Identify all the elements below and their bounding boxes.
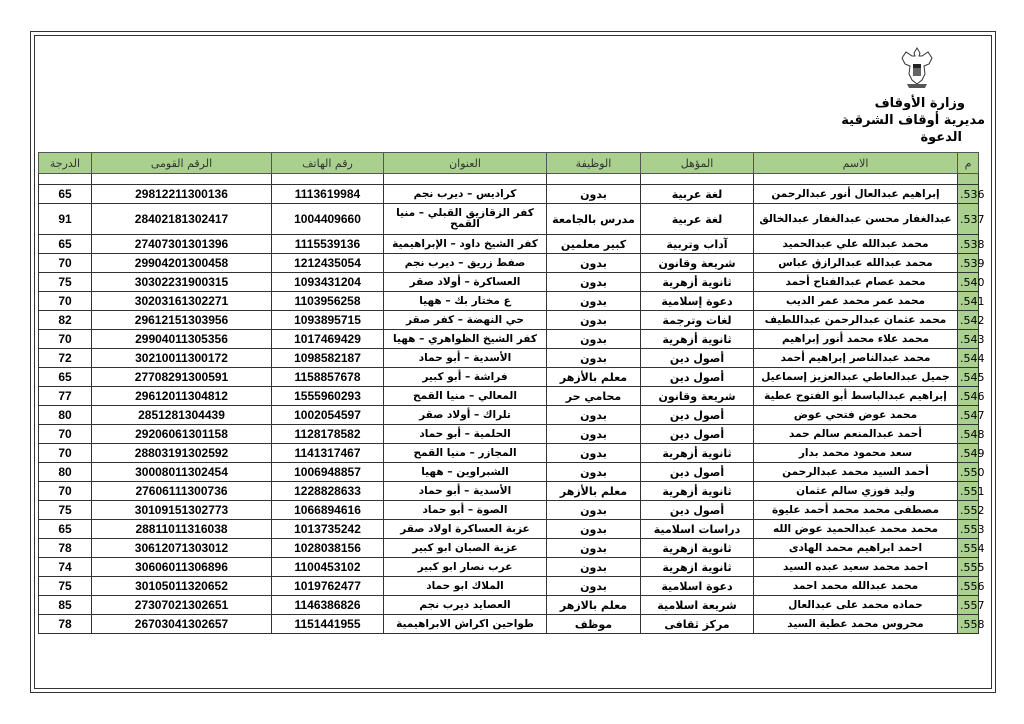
row-phone: 1103956258 xyxy=(272,292,384,311)
row-name: احمد محمد سعيد عبده السيد xyxy=(754,558,958,577)
row-index: .539 xyxy=(958,254,979,273)
row-national-id: 29904011305356 xyxy=(92,330,272,349)
row-phone: 1228828633 xyxy=(272,482,384,501)
table-row xyxy=(39,204,979,235)
row-grade: 70 xyxy=(39,425,92,444)
col-header-job: الوظيفة xyxy=(547,153,641,174)
row-index: .550 xyxy=(958,463,979,482)
table-row xyxy=(39,425,979,444)
row-grade: 70 xyxy=(39,292,92,311)
row-index: .540 xyxy=(958,273,979,292)
row-qualification: أصول دين xyxy=(641,349,754,368)
table-row xyxy=(39,254,979,273)
row-job: محامي حر xyxy=(547,387,641,406)
row-address: كفر الشيخ الظواهري – ههيا xyxy=(384,330,547,349)
row-qualification: ثانوية أزهرية xyxy=(641,330,754,349)
row-name: محمد عبدالناصر إبراهيم أحمد xyxy=(754,349,958,368)
row-job: بدون xyxy=(547,501,641,520)
row-grade: 75 xyxy=(39,577,92,596)
row-grade: 65 xyxy=(39,185,92,204)
row-name: محمد علاء محمد أنور إبراهيم xyxy=(754,330,958,349)
row-qualification: دعوة اسلامية xyxy=(641,577,754,596)
row-phone: 1113619984 xyxy=(272,185,384,204)
row-job: معلم بالأزهر xyxy=(547,368,641,387)
row-job: بدون xyxy=(547,406,641,425)
row-phone: 1093895715 xyxy=(272,311,384,330)
row-name: مصطفى محمد محمد أحمد عليوة xyxy=(754,501,958,520)
row-index: .555 xyxy=(958,558,979,577)
row-job: بدون xyxy=(547,273,641,292)
col-header-national-id: الرقم القومى xyxy=(92,153,272,174)
row-address: صفط زريق – ديرب نجم xyxy=(384,254,547,273)
row-address: طواحين اكراش الابراهيمية xyxy=(384,615,547,634)
row-index: .554 xyxy=(958,539,979,558)
row-job: بدون xyxy=(547,558,641,577)
col-header-index: م xyxy=(958,153,979,174)
table-row xyxy=(39,273,979,292)
row-phone: 1019762477 xyxy=(272,577,384,596)
row-name: محمد عصام عبدالفتاح أحمد xyxy=(754,273,958,292)
table-row xyxy=(39,615,979,634)
row-phone: 1006948857 xyxy=(272,463,384,482)
table-row xyxy=(39,463,979,482)
row-index: .546 xyxy=(958,387,979,406)
row-national-id: 30210011300172 xyxy=(92,349,272,368)
row-name: أحمد عبدالمنعم سالم حمد xyxy=(754,425,958,444)
row-national-id: 2851281304439 xyxy=(92,406,272,425)
row-address: عزبة الصبان ابو كبير xyxy=(384,539,547,558)
row-address: العساكرة – أولاد صقر xyxy=(384,273,547,292)
row-grade: 82 xyxy=(39,311,92,330)
row-address: كراديس – ديرب نجم xyxy=(384,185,547,204)
row-qualification: ثانوية أزهرية xyxy=(641,482,754,501)
col-header-name: الاسم xyxy=(754,153,958,174)
row-phone: 1212435054 xyxy=(272,254,384,273)
row-national-id: 29612011304812 xyxy=(92,387,272,406)
row-job: بدون xyxy=(547,349,641,368)
eagle-emblem-icon xyxy=(898,44,936,90)
row-job: مدرس بالجامعة xyxy=(547,204,641,235)
row-name: محمد عبدالله علي عبدالحميد xyxy=(754,235,958,254)
row-address: العصايد ديرب نجم xyxy=(384,596,547,615)
row-name: أحمد السيد محمد عبدالرحمن xyxy=(754,463,958,482)
row-index: .551 xyxy=(958,482,979,501)
row-job: معلم بالأزهر xyxy=(547,482,641,501)
row-index: .552 xyxy=(958,501,979,520)
table-row xyxy=(39,539,979,558)
row-phone: 1128178582 xyxy=(272,425,384,444)
table-row xyxy=(39,482,979,501)
row-grade: 70 xyxy=(39,444,92,463)
row-index: .541 xyxy=(958,292,979,311)
row-phone: 1002054597 xyxy=(272,406,384,425)
row-qualification: دعوة إسلامية xyxy=(641,292,754,311)
row-qualification: لغة عربية xyxy=(641,204,754,235)
row-name: محمد عمر محمد عمر الديب xyxy=(754,292,958,311)
row-phone: 1146386826 xyxy=(272,596,384,615)
row-phone: 1066894616 xyxy=(272,501,384,520)
row-national-id: 27708291300591 xyxy=(92,368,272,387)
row-national-id: 28803191302592 xyxy=(92,444,272,463)
row-name: وليد فوزي سالم عثمان xyxy=(754,482,958,501)
row-national-id: 28402181302417 xyxy=(92,204,272,235)
row-address: تلراك – أولاد صقر xyxy=(384,406,547,425)
row-index: .556 xyxy=(958,577,979,596)
row-name: احمد ابراهيم محمد الهادى xyxy=(754,539,958,558)
row-phone: 1141317467 xyxy=(272,444,384,463)
row-phone: 1100453102 xyxy=(272,558,384,577)
row-national-id: 27407301301396 xyxy=(92,235,272,254)
row-grade: 80 xyxy=(39,463,92,482)
row-job: بدون xyxy=(547,292,641,311)
row-grade: 80 xyxy=(39,406,92,425)
row-index: .553 xyxy=(958,520,979,539)
directorate-title: مديرية أوقاف الشرقية xyxy=(841,113,985,128)
row-address: الحلمية – أبو حماد xyxy=(384,425,547,444)
row-national-id: 27606111300736 xyxy=(92,482,272,501)
table-row xyxy=(39,185,979,204)
table-row xyxy=(39,349,979,368)
row-job: بدون xyxy=(547,520,641,539)
row-national-id: 30105011320652 xyxy=(92,577,272,596)
row-address: عزبة العساكرة اولاد صقر xyxy=(384,520,547,539)
row-name: جميل عبدالعاطي عبدالعزيز إسماعيل xyxy=(754,368,958,387)
row-name: محمد عثمان عبدالرحمن عبداللطيف xyxy=(754,311,958,330)
row-phone: 1028038156 xyxy=(272,539,384,558)
row-grade: 70 xyxy=(39,482,92,501)
row-grade: 65 xyxy=(39,368,92,387)
row-phone: 1013735242 xyxy=(272,520,384,539)
row-qualification: لغة عربية xyxy=(641,185,754,204)
table-row xyxy=(39,387,979,406)
row-qualification: أصول دين xyxy=(641,368,754,387)
row-national-id: 28811011316038 xyxy=(92,520,272,539)
row-phone: 1098582187 xyxy=(272,349,384,368)
row-index: .544 xyxy=(958,349,979,368)
row-name: إبراهيم عبدالعال أنور عبدالرحمن xyxy=(754,185,958,204)
row-qualification: ثانوية ازهرية xyxy=(641,558,754,577)
table-row xyxy=(39,558,979,577)
row-name: عبدالغفار محسن عبدالغفار عبدالخالق xyxy=(754,204,958,235)
row-national-id: 29812211300136 xyxy=(92,185,272,204)
department-title: الدعوة xyxy=(920,130,962,145)
row-index: .558 xyxy=(958,615,979,634)
row-address: فراشة – أبو كبير xyxy=(384,368,547,387)
row-address: كفر الشيخ داود – الإبراهيمية xyxy=(384,235,547,254)
table-row xyxy=(39,520,979,539)
row-qualification: لغات وترجمة xyxy=(641,311,754,330)
col-header-address: العنوان xyxy=(384,153,547,174)
row-index: .547 xyxy=(958,406,979,425)
row-grade: 75 xyxy=(39,501,92,520)
row-job: موظف xyxy=(547,615,641,634)
row-name: إبراهيم عبدالباسط أبو الفتوح عطية xyxy=(754,387,958,406)
ministry-title: وزارة الأوقاف xyxy=(874,96,965,111)
row-phone: 1115539136 xyxy=(272,235,384,254)
row-grade: 70 xyxy=(39,330,92,349)
table-row xyxy=(39,292,979,311)
row-national-id: 29612151303956 xyxy=(92,311,272,330)
row-grade: 65 xyxy=(39,235,92,254)
row-address: الملاك ابو حماد xyxy=(384,577,547,596)
table-row xyxy=(39,406,979,425)
row-grade: 75 xyxy=(39,273,92,292)
row-qualification: شريعة اسلامية xyxy=(641,596,754,615)
row-name: محمد عبدالله محمد احمد xyxy=(754,577,958,596)
row-qualification: مركز ثقافى xyxy=(641,615,754,634)
row-index: .537 xyxy=(958,204,979,235)
row-grade: 70 xyxy=(39,254,92,273)
row-qualification: ثانوية أزهرية xyxy=(641,273,754,292)
row-national-id: 27307021302651 xyxy=(92,596,272,615)
row-name: محمد عبدالله عبدالرازق عباس xyxy=(754,254,958,273)
row-national-id: 29904201300458 xyxy=(92,254,272,273)
table-row xyxy=(39,501,979,520)
table-row xyxy=(39,596,979,615)
row-grade: 91 xyxy=(39,204,92,235)
row-grade: 74 xyxy=(39,558,92,577)
row-job: بدون xyxy=(547,425,641,444)
row-job: كبير معلمين xyxy=(547,235,641,254)
row-address: الأسدية – أبو حماد xyxy=(384,349,547,368)
row-grade: 65 xyxy=(39,520,92,539)
row-index: .538 xyxy=(958,235,979,254)
row-index: .543 xyxy=(958,330,979,349)
table-header-row xyxy=(39,153,979,174)
row-name: محمد محمد عبدالحميد عوض الله xyxy=(754,520,958,539)
row-index: .548 xyxy=(958,425,979,444)
row-qualification: ثانوية ازهرية xyxy=(641,539,754,558)
row-national-id: 26703041302657 xyxy=(92,615,272,634)
row-grade: 85 xyxy=(39,596,92,615)
staff-table xyxy=(38,152,985,634)
row-address: الصوة – أبو حماد xyxy=(384,501,547,520)
row-qualification: أصول دين xyxy=(641,463,754,482)
row-qualification: أصول دين xyxy=(641,406,754,425)
table-row xyxy=(39,577,979,596)
col-header-phone: رقم الهاتف xyxy=(272,153,384,174)
row-qualification: ثانوية أزهرية xyxy=(641,444,754,463)
row-index: .542 xyxy=(958,311,979,330)
row-address: الشبراوين – ههيا xyxy=(384,463,547,482)
row-national-id: 29206061301158 xyxy=(92,425,272,444)
row-name: حماده محمد على عبدالعال xyxy=(754,596,958,615)
col-header-grade: الدرجة xyxy=(39,153,92,174)
row-name: محمد عوض فتحي عوض xyxy=(754,406,958,425)
table-row xyxy=(39,235,979,254)
row-job: بدون xyxy=(547,463,641,482)
row-address: الأسدية – أبو حماد xyxy=(384,482,547,501)
col-header-qualification: المؤهل xyxy=(641,153,754,174)
row-name: سعد محمود محمد بدار xyxy=(754,444,958,463)
row-qualification: أصول دين xyxy=(641,501,754,520)
row-national-id: 30302231900315 xyxy=(92,273,272,292)
row-qualification: شريعة وقانون xyxy=(641,387,754,406)
row-address: حي النهضة – كفر صقر xyxy=(384,311,547,330)
row-grade: 77 xyxy=(39,387,92,406)
table-row xyxy=(39,311,979,330)
row-index: .536 xyxy=(958,185,979,204)
row-phone: 1158857678 xyxy=(272,368,384,387)
row-address: ع مختار بك – ههيا xyxy=(384,292,547,311)
row-national-id: 30008011302454 xyxy=(92,463,272,482)
row-address: المعالي – منيا القمح xyxy=(384,387,547,406)
table-row xyxy=(39,330,979,349)
row-national-id: 30606011306896 xyxy=(92,558,272,577)
row-grade: 72 xyxy=(39,349,92,368)
row-index: .557 xyxy=(958,596,979,615)
row-national-id: 30203161302271 xyxy=(92,292,272,311)
row-job: بدون xyxy=(547,254,641,273)
row-phone: 1151441955 xyxy=(272,615,384,634)
row-job: بدون xyxy=(547,185,641,204)
row-job: بدون xyxy=(547,444,641,463)
spacer-row xyxy=(39,174,979,185)
row-qualification: شريعة وقانون xyxy=(641,254,754,273)
table-row xyxy=(39,444,979,463)
row-national-id: 30109151302773 xyxy=(92,501,272,520)
row-name: محروس محمد عطية السيد xyxy=(754,615,958,634)
table-row xyxy=(39,368,979,387)
row-address: عرب نصار ابو كبير xyxy=(384,558,547,577)
row-job: معلم بالازهر xyxy=(547,596,641,615)
row-address: كفر الزقازيق القبلي – منيا القمح xyxy=(384,204,547,235)
row-phone: 1093431204 xyxy=(272,273,384,292)
row-qualification: دراسات اسلامية xyxy=(641,520,754,539)
row-index: .549 xyxy=(958,444,979,463)
row-index: .545 xyxy=(958,368,979,387)
row-address: المجازر – منيا القمح xyxy=(384,444,547,463)
row-job: بدون xyxy=(547,539,641,558)
row-grade: 78 xyxy=(39,539,92,558)
row-qualification: أصول دين xyxy=(641,425,754,444)
row-national-id: 30612071303012 xyxy=(92,539,272,558)
row-phone: 1017469429 xyxy=(272,330,384,349)
row-phone: 1555960293 xyxy=(272,387,384,406)
row-job: بدون xyxy=(547,311,641,330)
row-job: بدون xyxy=(547,577,641,596)
row-grade: 78 xyxy=(39,615,92,634)
row-job: بدون xyxy=(547,330,641,349)
row-phone: 1004409660 xyxy=(272,204,384,235)
row-qualification: آداب وتربية xyxy=(641,235,754,254)
